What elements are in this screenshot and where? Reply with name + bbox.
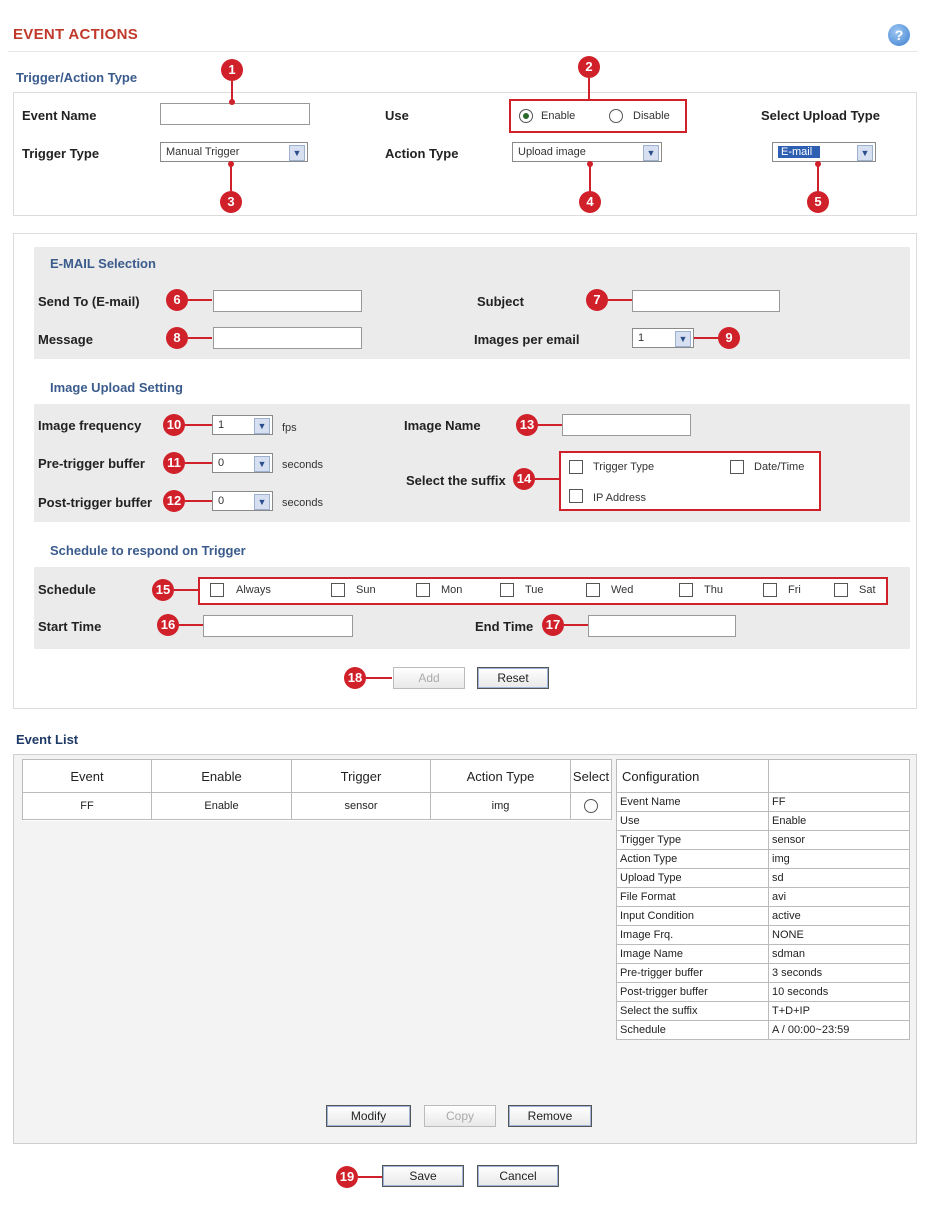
callout-badge: 15	[152, 579, 174, 601]
config-key: Post-trigger buffer	[617, 983, 769, 1002]
schedule-mon-checkbox[interactable]	[416, 583, 430, 597]
callout-line	[185, 424, 212, 426]
suffix-ip-address-label: IP Address	[593, 492, 646, 504]
schedule-section-heading: Schedule to respond on Trigger	[50, 543, 246, 558]
callout-dot	[587, 161, 593, 167]
config-value: A / 00:00~23:59	[769, 1021, 910, 1040]
callout-line	[588, 78, 590, 100]
config-key: Image Name	[617, 945, 769, 964]
action-type-value: Upload image	[518, 146, 586, 158]
image-name-input[interactable]	[562, 414, 691, 436]
upload-section-heading: Image Upload Setting	[50, 380, 183, 395]
callout-line	[185, 462, 212, 464]
disable-radio[interactable]	[609, 109, 623, 123]
config-value: T+D+IP	[769, 1002, 910, 1021]
callout-line	[231, 81, 233, 101]
column-header: Enable	[152, 760, 292, 793]
config-key: Action Type	[617, 850, 769, 869]
callout-badge: 2	[578, 56, 600, 78]
column-header: Event	[23, 760, 152, 793]
send-to-input[interactable]	[213, 290, 362, 312]
message-input[interactable]	[213, 327, 362, 349]
image-frequency-select[interactable]	[212, 415, 273, 435]
select-upload-type-label: Select Upload Type	[761, 108, 880, 123]
images-per-email-label: Images per email	[474, 332, 580, 347]
remove-button[interactable]: Remove	[508, 1105, 592, 1127]
config-key: Select the suffix	[617, 1002, 769, 1021]
configuration-table	[616, 759, 910, 1040]
subject-input[interactable]	[632, 290, 780, 312]
suffix-date-time-label: Date/Time	[754, 461, 805, 473]
images-per-email-value: 1	[638, 332, 645, 344]
post-trigger-unit: seconds	[282, 497, 323, 509]
callout-badge: 12	[163, 490, 185, 512]
configuration-heading: Configuration	[617, 760, 769, 793]
config-value: sensor	[769, 831, 910, 850]
callout-badge: 14	[513, 468, 535, 490]
callout-line	[366, 677, 392, 679]
chevron-down-icon: ▼	[643, 145, 659, 161]
event-table	[22, 759, 612, 820]
config-value: sdman	[769, 945, 910, 964]
callout-badge: 8	[166, 327, 188, 349]
callout-line	[185, 500, 212, 502]
event-name-label: Event Name	[22, 108, 97, 123]
schedule-thu-label: Thu	[704, 584, 723, 596]
subject-label: Subject	[477, 294, 524, 309]
callout-badge: 13	[516, 414, 538, 436]
callout-badge: 7	[586, 289, 608, 311]
disable-radio-label: Disable	[633, 110, 670, 122]
callout-line	[589, 163, 591, 191]
schedule-wed-checkbox[interactable]	[586, 583, 600, 597]
action-type-label: Action Type	[385, 146, 459, 161]
enable-cell: Enable	[152, 793, 292, 820]
suffix-date-time-checkbox[interactable]	[730, 460, 744, 474]
column-header: Trigger	[292, 760, 431, 793]
schedule-mon-label: Mon	[441, 584, 463, 596]
callout-dot	[229, 99, 235, 105]
save-button[interactable]: Save	[382, 1165, 464, 1187]
callout-badge: 3	[220, 191, 242, 213]
send-to-label: Send To (E-mail)	[38, 294, 140, 309]
trigger-type-value: Manual Trigger	[166, 146, 240, 158]
email-section-heading: E-MAIL Selection	[50, 256, 156, 271]
select-cell	[571, 793, 612, 820]
action-type-select[interactable]	[512, 142, 662, 162]
callout-line	[188, 299, 212, 301]
callout-line	[608, 299, 632, 301]
schedule-sat-checkbox[interactable]	[834, 583, 848, 597]
config-value: Enable	[769, 812, 910, 831]
config-key: Pre-trigger buffer	[617, 964, 769, 983]
schedule-always-label: Always	[236, 584, 271, 596]
start-time-label: Start Time	[38, 619, 102, 634]
title-divider	[8, 51, 918, 52]
config-value: img	[769, 850, 910, 869]
callout-badge: 5	[807, 191, 829, 213]
chevron-down-icon: ▼	[675, 331, 691, 347]
end-time-label: End Time	[475, 619, 534, 634]
chevron-down-icon: ▼	[254, 418, 270, 434]
config-key: File Format	[617, 888, 769, 907]
config-key: Event Name	[617, 793, 769, 812]
pre-trigger-unit: seconds	[282, 459, 323, 471]
config-key: Input Condition	[617, 907, 769, 926]
callout-line	[179, 624, 203, 626]
suffix-trigger-type-label: Trigger Type	[593, 461, 655, 473]
cancel-button[interactable]: Cancel	[477, 1165, 559, 1187]
trigger-action-heading: Trigger/Action Type	[16, 70, 138, 85]
trigger-cell: sensor	[292, 793, 431, 820]
end-time-input[interactable]	[588, 615, 736, 637]
enable-radio-label: Enable	[541, 110, 576, 122]
chevron-down-icon: ▼	[289, 145, 305, 161]
callout-badge: 1	[221, 59, 243, 81]
schedule-always-checkbox[interactable]	[210, 583, 224, 597]
callout-line	[188, 337, 212, 339]
chevron-down-icon: ▼	[254, 494, 270, 510]
config-key: Trigger Type	[617, 831, 769, 850]
page-title: EVENT ACTIONS	[13, 26, 139, 43]
column-header: Action Type	[431, 760, 571, 793]
chevron-down-icon: ▼	[254, 456, 270, 472]
config-value: active	[769, 907, 910, 926]
callout-line	[535, 478, 559, 480]
use-label: Use	[385, 108, 409, 123]
help-icon[interactable]: ?	[888, 24, 910, 46]
modify-button[interactable]: Modify	[326, 1105, 411, 1127]
enable-radio[interactable]	[519, 109, 533, 123]
chevron-down-icon: ▼	[857, 145, 873, 161]
start-time-input[interactable]	[203, 615, 353, 637]
table-row[interactable]	[23, 793, 612, 820]
upload-type-select[interactable]	[772, 142, 876, 162]
config-key: Image Frq.	[617, 926, 769, 945]
callout-line	[358, 1176, 382, 1178]
configuration-heading-empty	[769, 760, 910, 793]
pre-trigger-value: 0	[218, 457, 225, 469]
row-select-radio[interactable]	[584, 799, 598, 813]
callout-line	[564, 624, 588, 626]
upload-type-value: E-mail	[778, 146, 820, 158]
event-list-heading: Event List	[16, 732, 79, 747]
suffix-trigger-type-checkbox[interactable]	[569, 460, 583, 474]
callout-line	[230, 163, 232, 191]
event-table-header-row	[23, 760, 612, 793]
callout-badge: 11	[163, 452, 185, 474]
config-key: Use	[617, 812, 769, 831]
event-cell: FF	[23, 793, 152, 820]
schedule-fri-checkbox[interactable]	[763, 583, 777, 597]
fps-unit: fps	[282, 422, 297, 434]
image-frequency-value: 1	[218, 419, 225, 431]
callout-badge: 9	[718, 327, 740, 349]
select-suffix-label: Select the suffix	[406, 473, 506, 488]
callout-badge: 16	[157, 614, 179, 636]
post-trigger-label: Post-trigger buffer	[38, 495, 153, 510]
config-value: sd	[769, 869, 910, 888]
schedule-tue-label: Tue	[525, 584, 544, 596]
callout-badge: 4	[579, 191, 601, 213]
schedule-sat-label: Sat	[859, 584, 876, 596]
config-value: 3 seconds	[769, 964, 910, 983]
callout-line	[694, 337, 718, 339]
config-value: FF	[769, 793, 910, 812]
image-name-label: Image Name	[404, 418, 481, 433]
config-value: 10 seconds	[769, 983, 910, 1002]
callout-badge: 10	[163, 414, 185, 436]
post-trigger-value: 0	[218, 495, 225, 507]
callout-dot	[815, 161, 821, 167]
add-button[interactable]: Add	[393, 667, 465, 689]
message-label: Message	[38, 332, 93, 347]
config-value: NONE	[769, 926, 910, 945]
column-header: Select	[571, 760, 612, 793]
config-value: avi	[769, 888, 910, 907]
pre-trigger-select[interactable]	[212, 453, 273, 473]
image-frequency-label: Image frequency	[38, 418, 142, 433]
schedule-sun-checkbox[interactable]	[331, 583, 345, 597]
callout-line	[174, 589, 198, 591]
callout-badge: 19	[336, 1166, 358, 1188]
schedule-wed-label: Wed	[611, 584, 634, 596]
config-key: Schedule	[617, 1021, 769, 1040]
callout-line	[538, 424, 562, 426]
schedule-sun-label: Sun	[356, 584, 376, 596]
images-per-email-select[interactable]	[632, 328, 694, 348]
callout-line	[817, 163, 819, 191]
schedule-thu-checkbox[interactable]	[679, 583, 693, 597]
callout-badge: 17	[542, 614, 564, 636]
schedule-tue-checkbox[interactable]	[500, 583, 514, 597]
trigger-type-select[interactable]	[160, 142, 308, 162]
suffix-ip-address-checkbox[interactable]	[569, 489, 583, 503]
reset-button[interactable]: Reset	[477, 667, 549, 689]
schedule-label: Schedule	[38, 582, 96, 597]
action-type-cell: img	[431, 793, 571, 820]
copy-button[interactable]: Copy	[424, 1105, 496, 1127]
callout-dot	[228, 161, 234, 167]
event-name-input[interactable]	[160, 103, 310, 125]
callout-badge: 18	[344, 667, 366, 689]
pre-trigger-label: Pre-trigger buffer	[38, 456, 145, 471]
trigger-type-label: Trigger Type	[22, 146, 100, 161]
post-trigger-select[interactable]	[212, 491, 273, 511]
schedule-fri-label: Fri	[788, 584, 801, 596]
callout-badge: 6	[166, 289, 188, 311]
config-key: Upload Type	[617, 869, 769, 888]
